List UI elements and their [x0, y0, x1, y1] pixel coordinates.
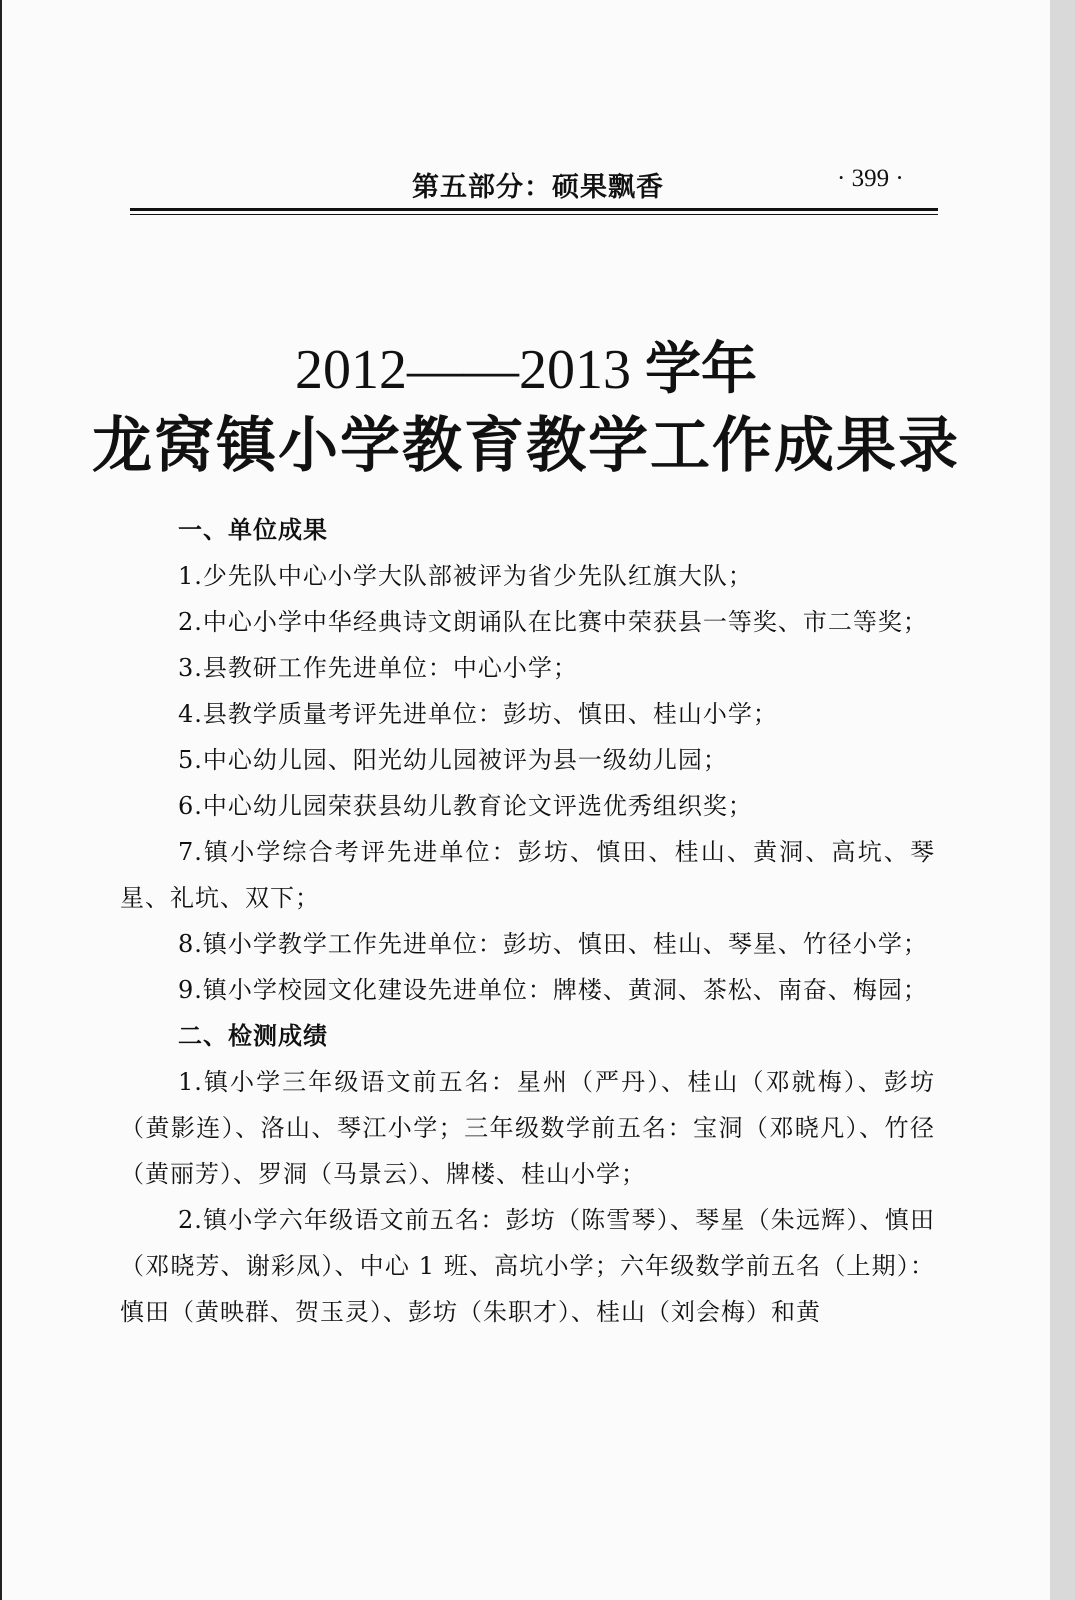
list-item: 8.镇小学教学工作先进单位：彭坊、慎田、桂山、琴星、竹径小学； [178, 930, 928, 958]
list-item: 2.中心小学中华经典诗文朗诵队在比赛中荣获县一等奖、市二等奖； [178, 608, 928, 636]
header-rule-thin [130, 214, 938, 215]
list-item: 7.镇小学综合考评先进单位：彭坊、慎田、桂山、黄洞、高坑、琴星、礼坑、双下； [120, 838, 935, 912]
list-item: 1.镇小学三年级语文前五名：星州（严丹）、桂山（邓就梅）、彭坊（黄影连）、洛山、琴江小学；三年级数学前五名：宝洞（邓晓凡）、竹径（黄丽芳）、罗洞（马景云）、牌楼、桂山小学； [120, 1068, 935, 1188]
page-number: · 399 · [837, 165, 904, 192]
document-body [120, 507, 935, 1335]
list-item: 5.中心幼儿园、阳光幼儿园被评为县一级幼儿园； [178, 746, 728, 774]
list-item: 9.镇小学校园文化建设先进单位：牌楼、黄洞、茶松、南奋、梅园； [178, 976, 928, 1004]
title-years: 2012——2013 [295, 339, 631, 401]
title-year-suffix: 学年 [631, 339, 757, 401]
section-title: 第五部分：硕果飘香 [412, 172, 664, 203]
title-line-2: 龙窝镇小学教育教学工作成果录 [92, 411, 960, 481]
section-heading: 二、检测成绩 [178, 1021, 328, 1050]
header-rule-thick [130, 208, 938, 211]
section-heading: 一、单位成果 [178, 515, 328, 544]
list-item: 2.镇小学六年级语文前五名：彭坊（陈雪琴）、琴星（朱远辉）、慎田（邓晓芳、谢彩凤）、中心 1 班、高坑小学；六年级数学前五名（上期）：慎田（黄映群、贺玉灵）、彭坊（朱职才）、桂山（刘会梅）和黄 [120, 1206, 935, 1326]
title-line-1 [2, 325, 1050, 405]
list-item: 4.县教学质量考评先进单位：彭坊、慎田、桂山小学； [178, 700, 778, 728]
list-item: 6.中心幼儿园荣获县幼儿教育论文评选优秀组织奖； [178, 792, 753, 820]
list-item: 1.少先队中心小学大队部被评为省少先队红旗大队； [178, 562, 753, 590]
list-item: 3.县教研工作先进单位：中心小学； [178, 654, 578, 682]
